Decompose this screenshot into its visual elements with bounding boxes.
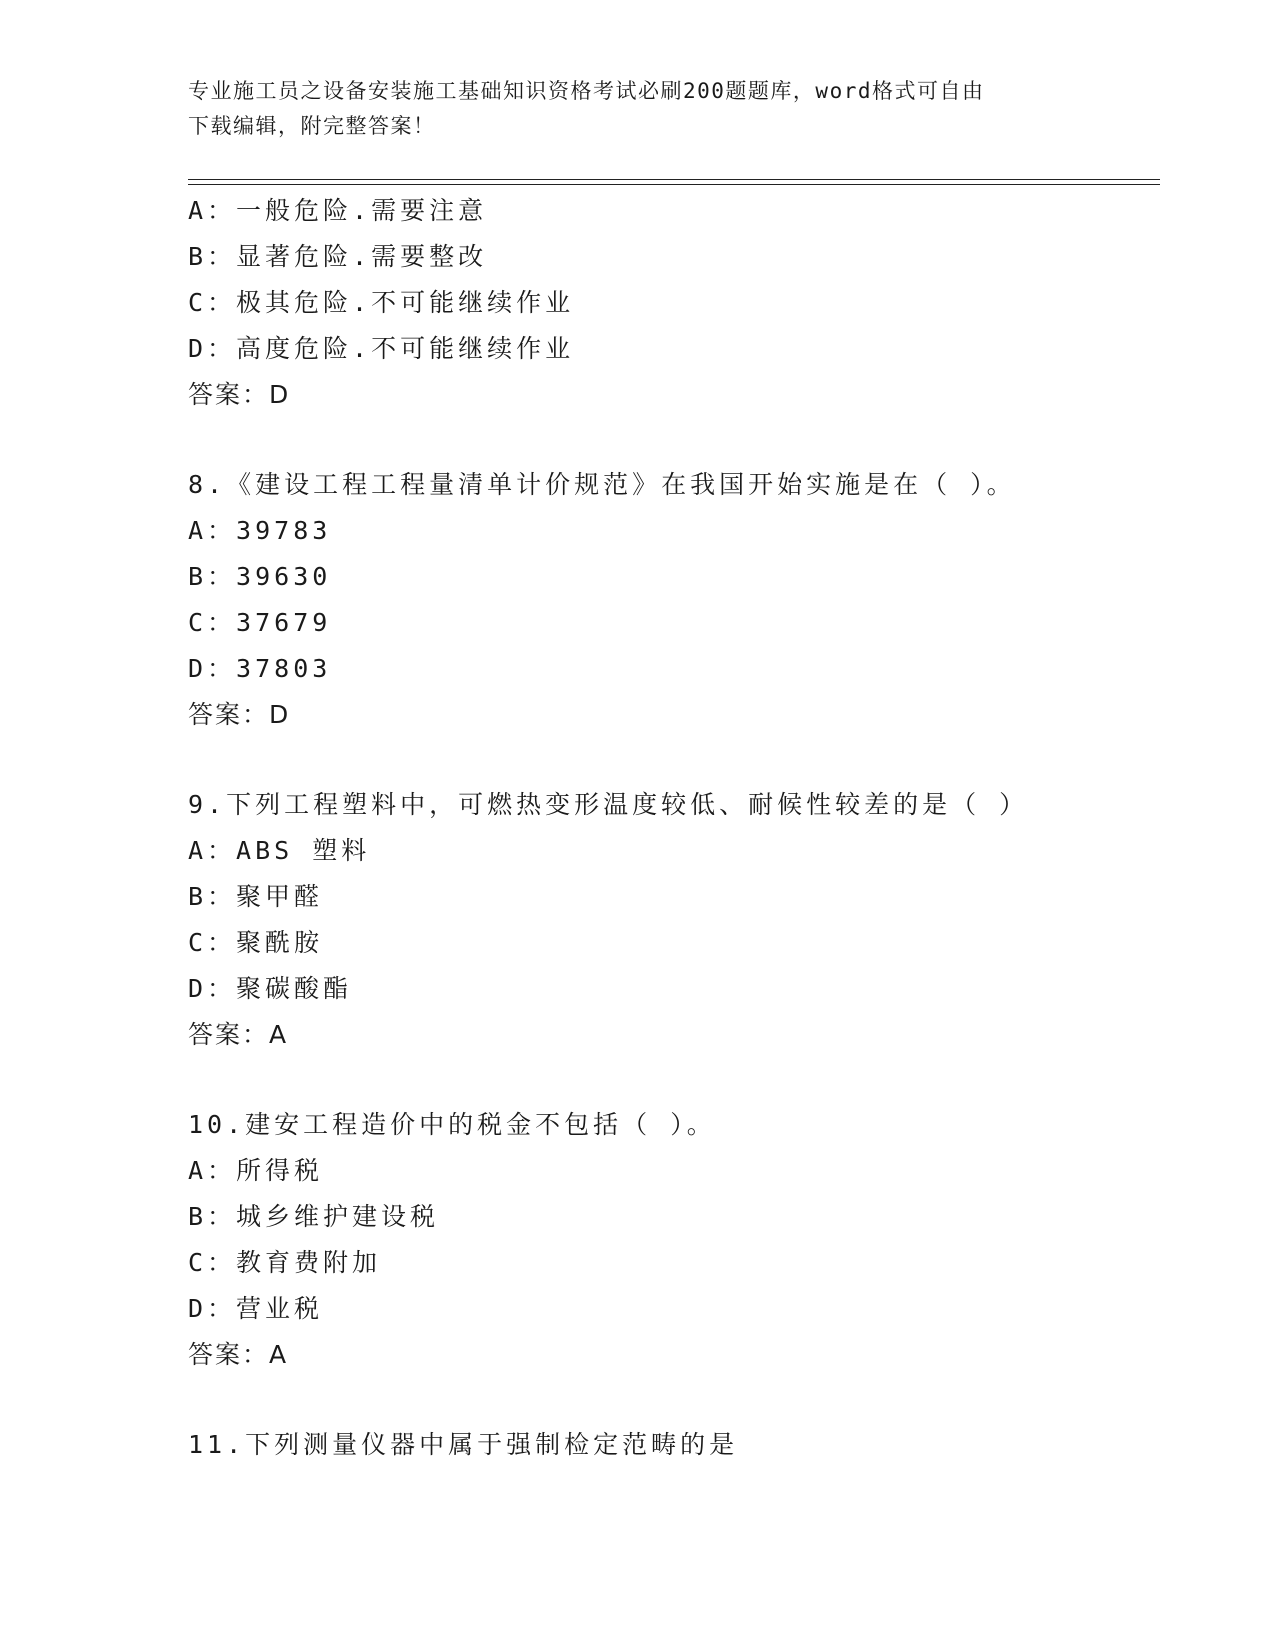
spacer bbox=[188, 1058, 1168, 1102]
question-10: 10.建安工程造价中的税金不包括（ ）。 bbox=[188, 1110, 716, 1139]
spacer bbox=[188, 1378, 1168, 1422]
answer-line: 答案：A bbox=[188, 1020, 289, 1049]
header-divider-top bbox=[188, 179, 1160, 180]
option-a: A：所得税 bbox=[188, 1156, 324, 1185]
option-b: B：39630 bbox=[188, 562, 332, 591]
option-a: A：一般危险.需要注意 bbox=[188, 196, 488, 225]
header-line-1: 专业施工员之设备安装施工基础知识资格考试必刷200题题库，word格式可自由 bbox=[188, 79, 985, 103]
option-d: D：营业税 bbox=[188, 1294, 324, 1323]
option-a: A：39783 bbox=[188, 516, 332, 545]
question-list bbox=[188, 188, 1168, 1468]
option-b: B：城乡维护建设税 bbox=[188, 1202, 440, 1231]
option-d: D：37803 bbox=[188, 654, 332, 683]
spacer bbox=[188, 418, 1168, 462]
option-b: B：聚甲醛 bbox=[188, 882, 324, 911]
option-a: A：ABS 塑料 bbox=[188, 836, 371, 865]
option-c: C：教育费附加 bbox=[188, 1248, 382, 1277]
option-c: C：37679 bbox=[188, 608, 332, 637]
question-11: 11.下列测量仪器中属于强制检定范畴的是 bbox=[188, 1430, 739, 1459]
header-divider-bottom bbox=[188, 184, 1160, 185]
document-header bbox=[188, 74, 1068, 144]
option-c: C：极其危险.不可能继续作业 bbox=[188, 288, 575, 317]
option-d: D：高度危险.不可能继续作业 bbox=[188, 334, 575, 363]
answer-line: 答案：A bbox=[188, 1340, 289, 1369]
question-8: 8.《建设工程工程量清单计价规范》在我国开始实施是在（ ）。 bbox=[188, 470, 1016, 499]
option-d: D：聚碳酸酯 bbox=[188, 974, 353, 1003]
option-b: B：显著危险.需要整改 bbox=[188, 242, 488, 271]
option-c: C：聚酰胺 bbox=[188, 928, 324, 957]
answer-line: 答案：D bbox=[188, 380, 291, 409]
spacer bbox=[188, 738, 1168, 782]
answer-line: 答案：D bbox=[188, 700, 291, 729]
question-9: 9.下列工程塑料中，可燃热变形温度较低、耐候性较差的是（ ） bbox=[188, 790, 1029, 819]
header-line-2: 下载编辑，附完整答案！ bbox=[188, 114, 436, 138]
